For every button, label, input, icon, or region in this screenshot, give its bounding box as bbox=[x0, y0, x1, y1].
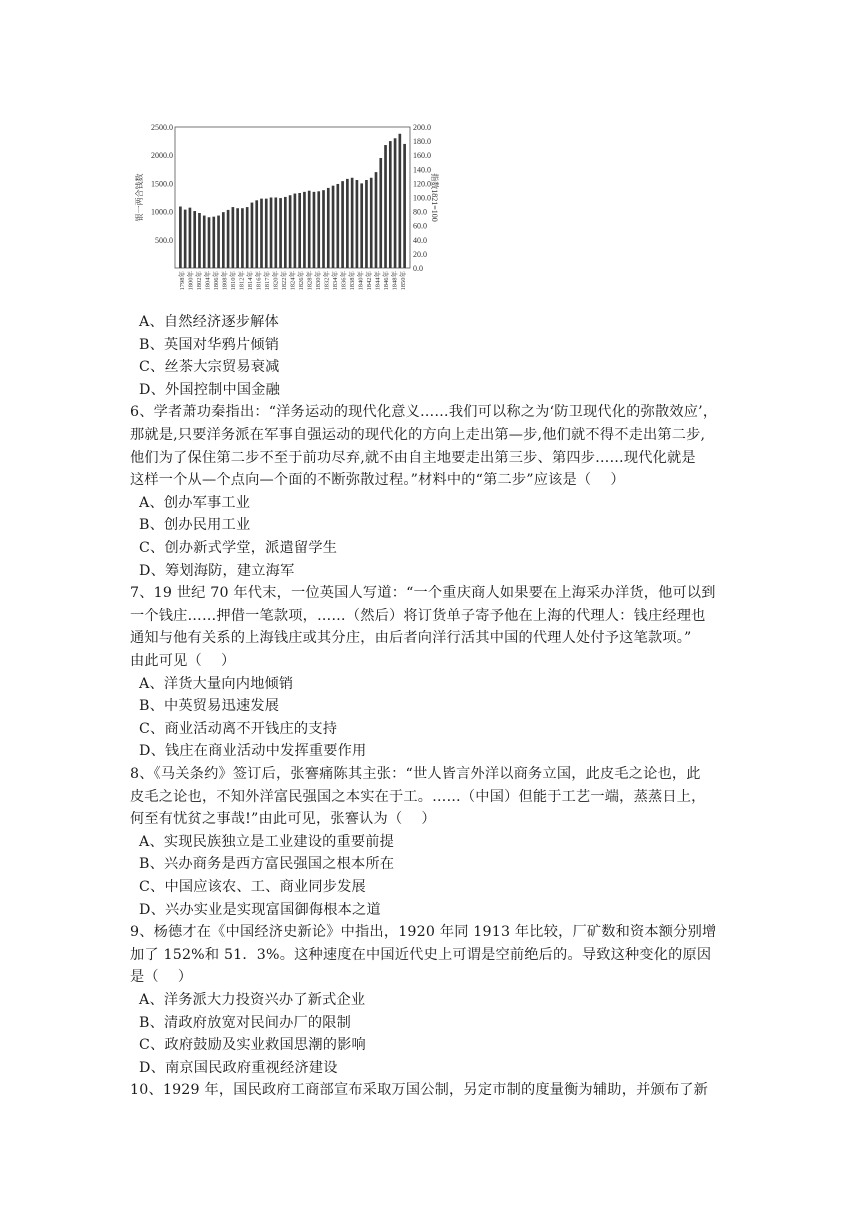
bar bbox=[289, 195, 292, 268]
bar bbox=[265, 199, 268, 268]
x-tick-label: 1820年 bbox=[272, 271, 280, 291]
bar bbox=[399, 134, 402, 268]
x-tick-label: 1810年 bbox=[230, 271, 238, 291]
answer-option: A、自然经济逐步解体 bbox=[139, 314, 279, 330]
x-tick-label: 1826年 bbox=[297, 271, 305, 291]
right-tick-label: 40.0 bbox=[413, 235, 427, 245]
question-line: 由此可见（ ） bbox=[130, 653, 236, 669]
bar bbox=[227, 210, 230, 268]
right-tick-label: 120.0 bbox=[413, 179, 431, 189]
x-tick-label: 1824年 bbox=[289, 271, 297, 291]
bar bbox=[332, 186, 335, 268]
answer-option: D、钱庄在商业活动中发挥重要作用 bbox=[139, 743, 367, 760]
bar bbox=[203, 216, 206, 268]
bar bbox=[251, 203, 254, 268]
right-tick-label: 0.0 bbox=[413, 264, 423, 273]
bar bbox=[360, 183, 363, 268]
x-tick-label: 1838年 bbox=[348, 271, 356, 291]
bar bbox=[341, 181, 344, 268]
bar bbox=[298, 193, 301, 268]
x-tick-label: 1848年 bbox=[391, 271, 399, 291]
question-line: 皮毛之论也，不知外洋富民强国之本实在于工。……（中国）但能于工艺一端，蒸蒸日上， bbox=[130, 788, 706, 805]
x-tick-label: 1846年 bbox=[382, 271, 390, 291]
x-tick-label: 1806年 bbox=[213, 271, 221, 291]
bar bbox=[212, 217, 215, 268]
question-line: 通知与他有关系的上海钱庄或其分庄，由后者向洋行活其中国的代理人处付予这笔款项。” bbox=[130, 630, 692, 647]
right-tick-label: 160.0 bbox=[413, 151, 431, 161]
answer-option: B、兴办商务是西方富民强国之根本所在 bbox=[139, 856, 395, 873]
question-line: 6、学者萧功秦指出：“洋务运动的现代化意义……我们可以称之为‘防卫现代化的弥散效应’， bbox=[130, 404, 718, 421]
x-tick-label: 1816年 bbox=[255, 271, 263, 291]
bar bbox=[279, 198, 282, 268]
x-tick-label: 1828年 bbox=[306, 271, 314, 291]
bar bbox=[303, 192, 306, 268]
x-tick-label: 1814年 bbox=[247, 271, 255, 291]
answer-option: D、筹划海防，建立海军 bbox=[139, 562, 295, 579]
bar bbox=[327, 188, 330, 268]
bar bbox=[184, 210, 187, 268]
x-tick-label: 1840年 bbox=[357, 271, 365, 291]
bar bbox=[308, 191, 311, 268]
bar bbox=[260, 199, 263, 268]
left-axis-label: 银一两合钱数 bbox=[135, 173, 144, 222]
bar bbox=[351, 178, 354, 268]
answer-option: B、创办民用工业 bbox=[139, 517, 251, 534]
answer-option: A、创办军事工业 bbox=[139, 494, 251, 511]
x-tick-label: 1834年 bbox=[331, 271, 339, 291]
bar bbox=[179, 207, 182, 268]
question-line: 一个钱庄……押借一笔款项，……（然后）将订货单子寄予他在上海的代理人：钱庄经理也 bbox=[130, 607, 706, 624]
bar bbox=[394, 138, 397, 268]
x-tick-label: 1836年 bbox=[340, 271, 348, 291]
right-tick-label: 180.0 bbox=[413, 137, 431, 147]
x-tick-label: 1800年 bbox=[187, 271, 195, 291]
left-tick-label: 1500.0 bbox=[151, 179, 173, 189]
question-line: 这样一个从—个点向—个面的不断弥散过程。”材料中的“第二步”应该是（ ） bbox=[130, 472, 625, 489]
bar bbox=[375, 172, 378, 268]
exchange-rate-bar-chart bbox=[120, 115, 440, 320]
question-line: 他们为了保住第二步不至于前功尽弃,就不由自主地要走出第三步、第四步……现代化就是 bbox=[130, 449, 696, 466]
answer-option: C、政府鼓励及实业救国思潮的影响 bbox=[139, 1037, 366, 1054]
answer-option: B、中英贸易迅速发展 bbox=[139, 698, 280, 715]
question-line: 10、1929 年，国民政府工商部宣布采取万国公制，另定市制的度量衡为辅助，并颁布了新 bbox=[130, 1082, 709, 1099]
right-tick-label: 140.0 bbox=[413, 165, 431, 175]
answer-option: C、丝茶大宗贸易衰减 bbox=[139, 359, 280, 376]
right-tick-label: 80.0 bbox=[413, 207, 427, 217]
bar bbox=[236, 208, 239, 268]
question-line: 7、19 世纪 70 年代末，一位英国人写道：“一个重庆商人如果要在上海采办洋货，他可以到 bbox=[130, 585, 716, 602]
x-tick-label: 1798年 bbox=[179, 271, 187, 291]
question-line: 9、杨德才在《中国经济史新论》中指出，1920 年同 1913 年比较，厂矿数和资本额分别增 bbox=[130, 924, 717, 941]
bar bbox=[189, 208, 192, 268]
answer-option: A、洋务派大力投资兴办了新式企业 bbox=[139, 992, 366, 1008]
x-tick-label: 1832年 bbox=[323, 271, 331, 291]
x-tick-label: 1817年 bbox=[264, 271, 272, 291]
question-line: 那就是,只要洋务派在军事自强运动的现代化的方向上走出第—步,他们就不得不走出第二步, bbox=[130, 427, 706, 443]
bar bbox=[346, 179, 349, 268]
question-line: 加了 152%和 51．3%。这种速度在中国近代史上可谓是空前绝后的。导致这种变化的原因 bbox=[130, 946, 712, 963]
bar bbox=[322, 190, 325, 268]
bar bbox=[193, 211, 196, 268]
x-tick-label: 1842年 bbox=[365, 271, 373, 291]
bar bbox=[274, 198, 277, 269]
answer-option: A、洋货大量向内地倾销 bbox=[139, 675, 294, 692]
question-line: 是（ ） bbox=[130, 969, 193, 986]
right-tick-label: 200.0 bbox=[413, 123, 431, 132]
bar bbox=[389, 141, 392, 268]
bar bbox=[336, 184, 339, 268]
x-tick-label: 1844年 bbox=[374, 271, 382, 291]
left-tick-label: 500.0 bbox=[155, 235, 173, 245]
x-tick-label: 1804年 bbox=[204, 271, 212, 291]
answer-option: D、兴办实业是实现富国御侮根本之道 bbox=[139, 901, 381, 918]
bar bbox=[255, 200, 258, 268]
bar bbox=[403, 144, 406, 268]
bar bbox=[317, 191, 320, 268]
x-tick-label: 1802年 bbox=[196, 271, 204, 291]
bar bbox=[198, 213, 201, 268]
answer-option: B、英国对华鸦片倾销 bbox=[139, 336, 280, 353]
bar bbox=[246, 207, 249, 268]
bar bbox=[222, 212, 225, 268]
answer-option: B、清政府放宽对民间办厂的限制 bbox=[139, 1014, 352, 1031]
right-tick-label: 100.0 bbox=[413, 193, 431, 203]
bar bbox=[384, 145, 387, 268]
bar bbox=[217, 216, 220, 268]
bar bbox=[241, 208, 244, 268]
bar bbox=[294, 194, 297, 268]
question-line: 何至有忧贫之事哉!”由此可见，张謇认为（ ） bbox=[130, 811, 436, 828]
bar bbox=[313, 192, 316, 268]
left-tick-label: 2000.0 bbox=[151, 151, 173, 161]
answer-option: D、南京国民政府重视经济建设 bbox=[139, 1059, 338, 1076]
left-tick-label: 1000.0 bbox=[151, 207, 173, 217]
answer-option: C、创办新式学堂，派遣留学生 bbox=[139, 540, 338, 556]
answer-option: A、实现民族独立是工业建设的重要前提 bbox=[139, 833, 395, 850]
right-tick-label: 20.0 bbox=[413, 249, 427, 259]
answer-option: C、中国应该农、工、商业同步发展 bbox=[139, 879, 366, 895]
x-tick-label: 1830年 bbox=[314, 271, 322, 291]
right-tick-label: 60.0 bbox=[413, 221, 427, 231]
answer-option: C、商业活动离不开钱庄的支持 bbox=[139, 720, 338, 737]
bar bbox=[365, 180, 368, 268]
x-tick-label: 1850年 bbox=[399, 271, 407, 291]
right-axis-label: 指数1821=100 bbox=[430, 173, 439, 222]
bar bbox=[284, 197, 287, 268]
bar bbox=[370, 178, 373, 268]
bar bbox=[208, 217, 211, 268]
bar bbox=[379, 158, 382, 268]
x-tick-label: 1822年 bbox=[281, 271, 289, 291]
bar bbox=[232, 207, 235, 268]
left-tick-label: 2500.0 bbox=[151, 123, 173, 132]
x-tick-label: 1812年 bbox=[238, 271, 246, 291]
question-line: 8、《马关条约》签订后，张謇痛陈其主张：“世人皆言外洋以商务立国，此皮毛之论也，此 bbox=[130, 766, 701, 782]
bar bbox=[356, 180, 359, 268]
answer-option: D、外国控制中国金融 bbox=[139, 381, 281, 398]
x-tick-label: 1808年 bbox=[221, 271, 229, 291]
bar bbox=[270, 198, 273, 269]
